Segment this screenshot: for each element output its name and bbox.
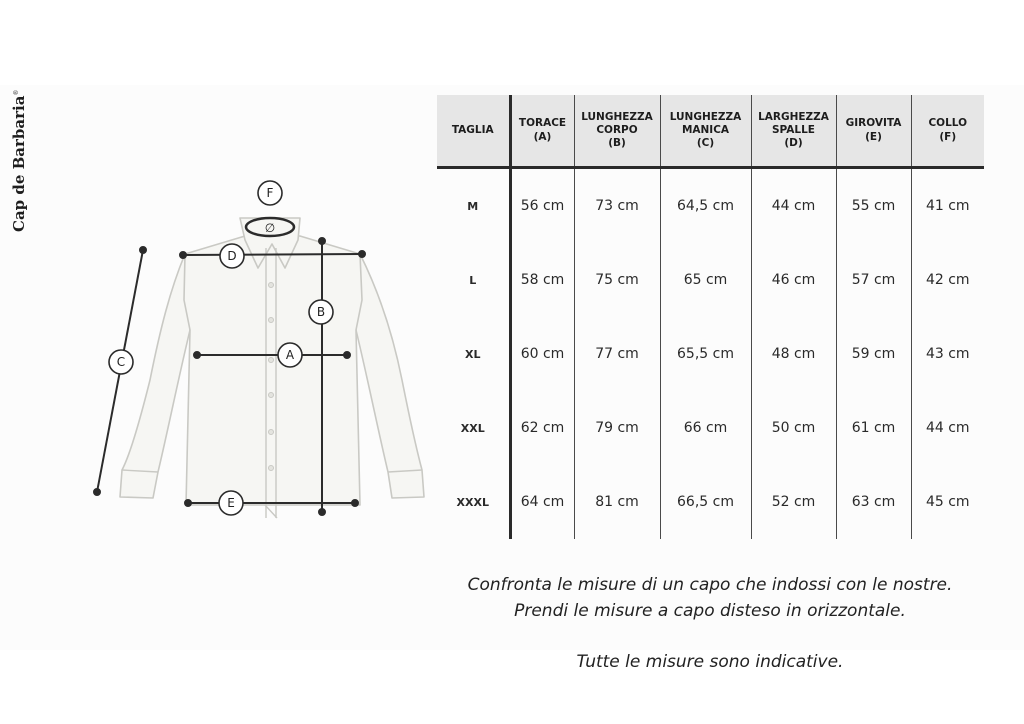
table-cell: 46 cm: [751, 243, 836, 317]
table-cell: 58 cm: [510, 243, 574, 317]
table-cell: 44 cm: [911, 391, 984, 465]
table-cell: 65 cm: [660, 243, 751, 317]
header-girovita: GIROVITA (E): [836, 95, 911, 168]
size-cell: L: [469, 273, 477, 287]
size-cell: XL: [465, 347, 481, 361]
size-cell: XXL: [460, 421, 485, 435]
table-cell: 42 cm: [911, 243, 984, 317]
table-cell: 59 cm: [836, 317, 911, 391]
size-cell: XXXL: [456, 495, 489, 509]
table-cell: 62 cm: [510, 391, 574, 465]
right-sleeve: [356, 254, 424, 498]
label-c: C: [116, 355, 126, 369]
table-cell: 45 cm: [911, 465, 984, 539]
shirt-measurement-diagram: [80, 170, 430, 530]
table-cell: 44 cm: [751, 168, 836, 244]
table-cell: 61 cm: [836, 391, 911, 465]
table-cell: 75 cm: [574, 243, 660, 317]
header-lunghezza-corpo: LUNGHEZZA CORPO (B): [574, 95, 660, 168]
table-cell: 43 cm: [911, 317, 984, 391]
size-table: [437, 95, 984, 539]
table-header-row: [437, 95, 984, 168]
table-cell: 50 cm: [751, 391, 836, 465]
label-f: F: [266, 186, 274, 200]
table-cell: 57 cm: [836, 243, 911, 317]
table-cell: 56 cm: [510, 168, 574, 244]
label-b: B: [316, 305, 326, 319]
table-row: [437, 465, 984, 539]
table-cell: 64,5 cm: [660, 168, 751, 244]
size-cell: M: [467, 199, 479, 213]
shirt-body: [184, 236, 362, 505]
label-d: D: [227, 249, 237, 263]
label-e: E: [227, 496, 235, 510]
table-cell: 79 cm: [574, 391, 660, 465]
table-cell: 63 cm: [836, 465, 911, 539]
table-cell: 60 cm: [510, 317, 574, 391]
brand-logo: Cap de Barbaria®: [10, 89, 28, 232]
label-a: A: [285, 348, 295, 362]
table-cell: 64 cm: [510, 465, 574, 539]
header-larghezza-spalle: LARGHEZZA SPALLE (D): [751, 95, 836, 168]
table-row: [437, 391, 984, 465]
collar-symbol: ∅: [264, 221, 276, 235]
left-sleeve: [120, 254, 190, 498]
note-indicative: Tutte le misure sono indicative.: [576, 652, 844, 672]
note-measure-flat: Prendi le misure a capo disteso in orizzontale.: [514, 601, 906, 621]
table-cell: 41 cm: [911, 168, 984, 244]
note-compare: Confronta le misure di un capo che indossi con le nostre.: [467, 575, 953, 595]
table-cell: 81 cm: [574, 465, 660, 539]
table-cell: 66 cm: [660, 391, 751, 465]
table-cell: 77 cm: [574, 317, 660, 391]
table-cell: 52 cm: [751, 465, 836, 539]
table-cell: 73 cm: [574, 168, 660, 244]
table-row: [437, 168, 984, 244]
table-cell: 66,5 cm: [660, 465, 751, 539]
table-cell: 48 cm: [751, 317, 836, 391]
table-cell: 55 cm: [836, 168, 911, 244]
header-collo: COLLO (F): [911, 95, 984, 168]
table-row: [437, 243, 984, 317]
table-cell: 65,5 cm: [660, 317, 751, 391]
header-taglia: TAGLIA: [437, 95, 510, 168]
table-row: [437, 317, 984, 391]
header-lunghezza-manica: LUNGHEZZA MANICA (C): [660, 95, 751, 168]
header-torace: TORACE (A): [510, 95, 574, 168]
